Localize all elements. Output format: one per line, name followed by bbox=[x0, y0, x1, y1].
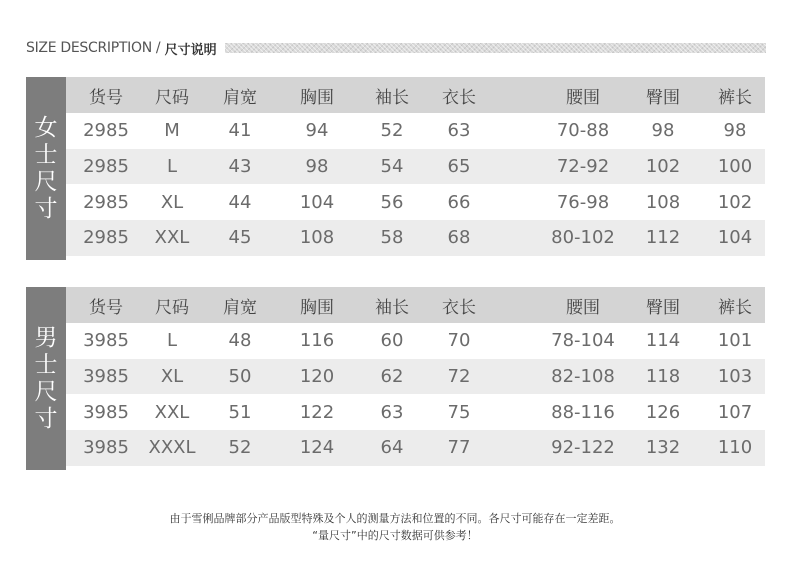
header-separator: / bbox=[155, 40, 161, 56]
column-header: 衣长 bbox=[442, 297, 476, 318]
cell-sleeve: 52 bbox=[380, 120, 404, 142]
cell-item-no: 3985 bbox=[83, 330, 129, 352]
cell-hip: 114 bbox=[645, 330, 681, 352]
cell-shoulder: 48 bbox=[228, 330, 252, 352]
cell-hip: 118 bbox=[645, 366, 681, 388]
cell-hip: 126 bbox=[645, 401, 681, 423]
cell-waist: 80-102 bbox=[551, 227, 615, 249]
cell-sleeve: 62 bbox=[380, 366, 404, 388]
cell-size: XL bbox=[160, 191, 184, 213]
cell-chest: 104 bbox=[299, 191, 335, 213]
cell-chest: 120 bbox=[299, 366, 335, 388]
cell-size: XXL bbox=[154, 401, 190, 423]
cell-sleeve: 64 bbox=[380, 437, 404, 459]
women-size-label bbox=[26, 77, 66, 260]
header-title-cn: 尺寸说明 bbox=[164, 42, 217, 58]
cell-chest: 108 bbox=[299, 227, 335, 249]
women-label-char: 女 bbox=[34, 114, 58, 141]
cell-length: 70 bbox=[447, 330, 471, 352]
cell-pants-length: 104 bbox=[717, 227, 753, 249]
women-table-body bbox=[66, 77, 765, 256]
cell-item-no: 2985 bbox=[83, 120, 129, 142]
cell-pants-length: 110 bbox=[717, 437, 753, 459]
table-row bbox=[66, 394, 765, 430]
cell-sleeve: 58 bbox=[380, 227, 404, 249]
cell-size: L bbox=[166, 156, 178, 178]
size-description-header bbox=[26, 36, 766, 60]
men-label-char: 士 bbox=[34, 351, 58, 378]
table-row bbox=[66, 220, 765, 256]
cell-size: XL bbox=[160, 366, 184, 388]
cell-pants-length: 100 bbox=[717, 156, 753, 178]
column-header: 裤长 bbox=[718, 297, 752, 318]
cell-waist: 70-88 bbox=[556, 120, 610, 142]
cell-item-no: 3985 bbox=[83, 366, 129, 388]
column-header: 胸围 bbox=[300, 87, 334, 108]
cell-shoulder: 52 bbox=[228, 437, 252, 459]
cell-pants-length: 98 bbox=[723, 120, 747, 142]
table-row bbox=[66, 323, 765, 359]
column-header: 袖长 bbox=[375, 297, 409, 318]
women-header-row bbox=[66, 77, 765, 113]
men-header-row bbox=[66, 287, 765, 323]
cell-chest: 94 bbox=[305, 120, 329, 142]
cell-shoulder: 41 bbox=[228, 120, 252, 142]
cell-sleeve: 63 bbox=[380, 401, 404, 423]
column-header: 臀围 bbox=[646, 87, 680, 108]
column-header: 尺码 bbox=[155, 87, 189, 108]
cell-hip: 108 bbox=[645, 191, 681, 213]
cell-item-no: 3985 bbox=[83, 401, 129, 423]
men-label-char: 寸 bbox=[34, 405, 58, 432]
cell-length: 66 bbox=[447, 191, 471, 213]
cell-sleeve: 60 bbox=[380, 330, 404, 352]
cell-sleeve: 54 bbox=[380, 156, 404, 178]
cell-item-no: 3985 bbox=[83, 437, 129, 459]
cell-item-no: 2985 bbox=[83, 191, 129, 213]
column-header: 胸围 bbox=[300, 297, 334, 318]
table-row bbox=[66, 359, 765, 395]
men-label-char: 尺 bbox=[34, 378, 58, 405]
cell-length: 68 bbox=[447, 227, 471, 249]
cell-pants-length: 102 bbox=[717, 191, 753, 213]
header-decorative-bar bbox=[225, 43, 766, 53]
cell-shoulder: 51 bbox=[228, 401, 252, 423]
cell-hip: 112 bbox=[645, 227, 681, 249]
table-row bbox=[66, 113, 765, 149]
cell-length: 63 bbox=[447, 120, 471, 142]
women-label-char: 寸 bbox=[34, 195, 58, 222]
cell-waist: 88-116 bbox=[551, 401, 615, 423]
cell-shoulder: 43 bbox=[228, 156, 252, 178]
cell-waist: 78-104 bbox=[551, 330, 615, 352]
column-header: 肩宽 bbox=[223, 87, 257, 108]
cell-waist: 72-92 bbox=[556, 156, 610, 178]
column-header: 腰围 bbox=[566, 297, 600, 318]
cell-length: 65 bbox=[447, 156, 471, 178]
column-header: 臀围 bbox=[646, 297, 680, 318]
cell-shoulder: 50 bbox=[228, 366, 252, 388]
cell-hip: 102 bbox=[645, 156, 681, 178]
footer-note-line1: 由于雪俐品牌部分产品版型特殊及个人的测量方法和位置的不同。各尺寸可能存在一定差距。 bbox=[169, 512, 621, 525]
column-header: 袖长 bbox=[375, 87, 409, 108]
cell-chest: 122 bbox=[299, 401, 335, 423]
cell-waist: 82-108 bbox=[551, 366, 615, 388]
footer-note-line2: “量尺寸”中的尺寸数据可供参考！ bbox=[312, 529, 478, 542]
table-row bbox=[66, 184, 765, 220]
cell-shoulder: 44 bbox=[228, 191, 252, 213]
column-header: 裤长 bbox=[718, 87, 752, 108]
column-header: 衣长 bbox=[442, 87, 476, 108]
cell-size: XXL bbox=[154, 227, 190, 249]
cell-chest: 124 bbox=[299, 437, 335, 459]
cell-hip: 132 bbox=[645, 437, 681, 459]
cell-item-no: 2985 bbox=[83, 227, 129, 249]
cell-pants-length: 107 bbox=[717, 401, 753, 423]
table-row bbox=[66, 149, 765, 185]
men-table-body bbox=[66, 287, 765, 466]
women-label-char: 士 bbox=[34, 141, 58, 168]
column-header: 货号 bbox=[89, 297, 123, 318]
column-header: 肩宽 bbox=[223, 297, 257, 318]
women-label-char: 尺 bbox=[34, 168, 58, 195]
cell-waist: 92-122 bbox=[551, 437, 615, 459]
cell-chest: 98 bbox=[305, 156, 329, 178]
cell-pants-length: 101 bbox=[717, 330, 753, 352]
cell-chest: 116 bbox=[299, 330, 335, 352]
table-row bbox=[66, 430, 765, 466]
header-title-en: SIZE DESCRIPTION bbox=[26, 40, 152, 56]
cell-pants-length: 103 bbox=[717, 366, 753, 388]
column-header: 腰围 bbox=[566, 87, 600, 108]
men-label-char: 男 bbox=[34, 324, 58, 351]
cell-item-no: 2985 bbox=[83, 156, 129, 178]
cell-hip: 98 bbox=[651, 120, 675, 142]
men-size-label bbox=[26, 287, 66, 470]
cell-length: 75 bbox=[447, 401, 471, 423]
cell-waist: 76-98 bbox=[556, 191, 610, 213]
cell-size: M bbox=[164, 120, 180, 142]
cell-shoulder: 45 bbox=[228, 227, 252, 249]
column-header: 尺码 bbox=[155, 297, 189, 318]
cell-size: L bbox=[166, 330, 178, 352]
cell-sleeve: 56 bbox=[380, 191, 404, 213]
cell-size: XXXL bbox=[148, 437, 196, 459]
cell-length: 77 bbox=[447, 437, 471, 459]
cell-length: 72 bbox=[447, 366, 471, 388]
column-header: 货号 bbox=[89, 87, 123, 108]
